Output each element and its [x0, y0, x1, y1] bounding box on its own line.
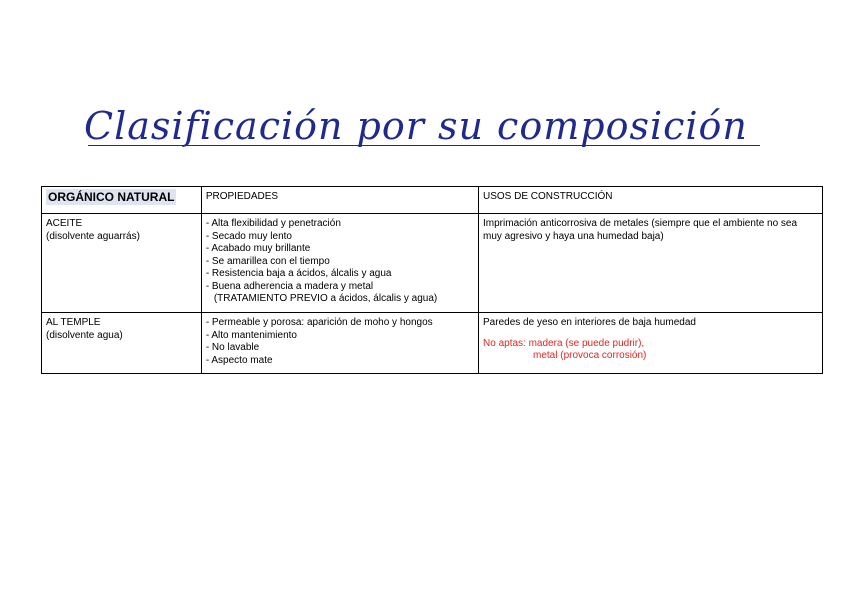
title-underline — [88, 145, 760, 146]
not-suitable-note: metal (provoca corrosión) — [533, 350, 647, 361]
header-category-cell — [42, 187, 202, 214]
property-item: - Permeable y porosa: aparición de moho y hongos — [205, 317, 433, 328]
property-item: - Alto mantenimiento — [205, 329, 297, 341]
row-name: ACEITE — [46, 218, 83, 229]
row-uses-cell — [479, 313, 823, 374]
row-name-cell — [42, 313, 202, 374]
row-uses-cell — [479, 214, 823, 313]
property-item: (TRATAMIENTO PREVIO a ácidos, álcalis y agua) — [213, 293, 438, 304]
row-uses: Paredes de yeso en interiores de baja humedad — [483, 317, 696, 328]
table-header-row — [42, 187, 823, 214]
row-uses: Imprimación anticorrosiva de metales (siempre que el ambiente no sea muy agresivo y haya una humedad baja) — [483, 218, 798, 242]
not-suitable-note: No aptas: madera (se puede pudrir), — [483, 337, 645, 349]
property-item: - Aspecto mate — [205, 354, 273, 366]
row-name-cell — [42, 214, 202, 313]
classification-table — [41, 186, 823, 374]
header-properties: PROPIEDADES — [201, 187, 478, 214]
property-item: - Resistencia baja a ácidos, álcalis y agua — [205, 268, 392, 279]
row-name: AL TEMPLE — [46, 317, 101, 328]
table-row — [42, 313, 823, 374]
property-item: - Alta flexibilidad y penetración — [205, 218, 341, 229]
property-item: - No lavable — [205, 342, 260, 353]
header-uses: USOS DE CONSTRUCCIÓN — [479, 187, 823, 214]
property-item: - Se amarillea con el tiempo — [205, 255, 330, 267]
property-item: - Buena adherencia a madera y metal — [205, 280, 374, 292]
row-solvent: (disolvente agua) — [46, 329, 123, 341]
row-solvent: (disolvente aguarrás) — [46, 230, 140, 242]
row-properties-cell — [201, 214, 478, 313]
page-title: Clasificación por su composición — [84, 104, 748, 148]
table-row — [42, 214, 823, 313]
row-properties-cell — [201, 313, 478, 374]
property-item: - Secado muy lento — [205, 230, 292, 242]
header-category: ORGÁNICO NATURAL — [48, 190, 175, 204]
property-item: - Acabado muy brillante — [205, 243, 311, 254]
